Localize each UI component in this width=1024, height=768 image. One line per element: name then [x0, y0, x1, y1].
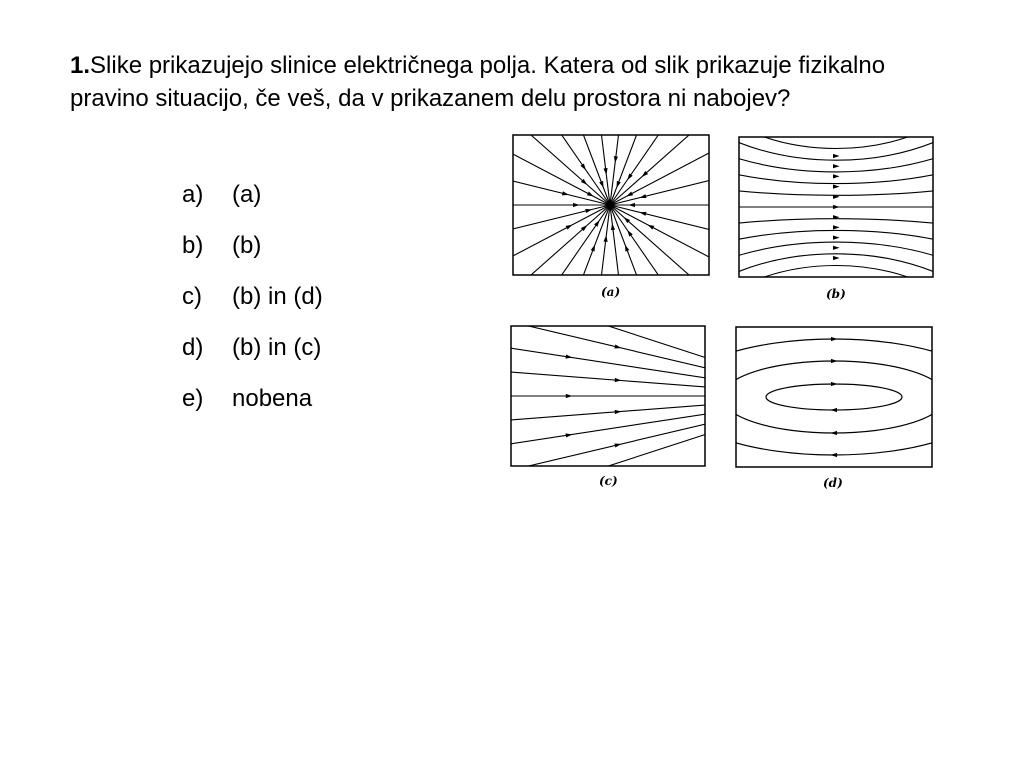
- field-arrow: [585, 209, 592, 213]
- field-line: [510, 348, 706, 378]
- answer-text: nobena: [232, 385, 313, 412]
- field-arrow: [614, 443, 621, 447]
- field-line: [510, 372, 706, 387]
- field-arrow: [625, 245, 629, 252]
- field-line: [610, 134, 710, 205]
- field-line: [738, 136, 934, 149]
- answer-text: (b) in (c): [232, 334, 322, 361]
- answer-letter: c): [182, 283, 202, 310]
- answer-option: [182, 331, 323, 382]
- field-line: [512, 134, 610, 205]
- field-line: [766, 384, 902, 410]
- field-line: [539, 205, 610, 276]
- question-number: 1.: [70, 52, 91, 79]
- field-arrow: [566, 433, 573, 437]
- field-arrow: [833, 174, 840, 178]
- figure-d: [735, 326, 933, 468]
- answer-option: [182, 382, 323, 433]
- answer-letter: b): [182, 232, 204, 259]
- field-arrow: [833, 185, 840, 189]
- field-arrow: [831, 382, 838, 386]
- question-text: [70, 49, 950, 115]
- field-arrow: [833, 164, 840, 168]
- field-line: [738, 254, 934, 272]
- field-arrow: [831, 359, 838, 363]
- field-arrow: [611, 223, 615, 230]
- figure-c: [510, 325, 706, 467]
- field-arrow: [833, 205, 840, 209]
- figure-b: [738, 136, 934, 278]
- answer-list: [182, 178, 323, 433]
- field-arrow: [833, 154, 840, 158]
- field-arrow: [628, 203, 635, 207]
- field-lines: [735, 326, 933, 468]
- field-arrow: [830, 408, 837, 412]
- answer-option: [182, 229, 323, 280]
- field-arrow: [566, 225, 573, 230]
- field-line: [510, 414, 706, 444]
- field-arrow: [627, 173, 632, 180]
- field-line: [610, 205, 710, 276]
- question-body: Slike prikazujejo slinice električnega polja. Katera od slik prikazuje fizikalno pravino situacijo, če veš, da v prikazanem delu prostora ni nabojev?: [70, 52, 886, 112]
- field-line: [510, 424, 706, 467]
- field-line: [512, 134, 610, 205]
- field-line: [512, 134, 610, 205]
- field-arrow: [833, 225, 840, 229]
- field-arrow: [830, 453, 837, 457]
- field-line: [610, 205, 710, 276]
- field-line: [610, 205, 710, 276]
- field-arrow: [587, 192, 594, 197]
- field-arrow: [562, 191, 569, 195]
- field-line: [510, 325, 706, 368]
- answer-letter: e): [182, 385, 204, 412]
- field-line: [735, 326, 933, 468]
- field-line: [738, 219, 934, 224]
- field-diagram-a: [512, 134, 710, 276]
- field-arrow: [573, 203, 580, 207]
- field-arrow: [626, 192, 633, 197]
- answer-text: (a): [232, 181, 262, 208]
- answer-text: (b): [232, 232, 262, 259]
- field-diagram-b: [738, 136, 934, 278]
- field-line: [738, 266, 934, 279]
- answer-letter: d): [182, 334, 204, 361]
- field-diagram-c: [510, 325, 706, 467]
- field-arrow: [599, 181, 603, 188]
- figure-d-caption: (d): [823, 476, 843, 490]
- field-arrow: [648, 225, 655, 230]
- field-arrow: [833, 236, 840, 240]
- field-line: [539, 134, 610, 205]
- field-arrow: [831, 337, 838, 341]
- field-lines: [510, 325, 706, 467]
- field-arrow: [614, 156, 618, 163]
- figure-c-caption: (c): [599, 474, 618, 488]
- field-line: [610, 134, 710, 205]
- field-line: [738, 142, 934, 160]
- field-arrow: [614, 344, 621, 348]
- answer-text: (b) in (d): [232, 283, 323, 310]
- field-arrow: [833, 256, 840, 260]
- field-arrow: [580, 163, 585, 170]
- field-arrow: [833, 246, 840, 250]
- field-arrow: [640, 212, 647, 216]
- figure-a-caption: (a): [601, 285, 621, 299]
- field-arrow: [603, 235, 607, 242]
- figure-b-caption: (b): [826, 287, 846, 301]
- field-line: [738, 191, 934, 196]
- field-line: [510, 405, 706, 420]
- field-arrow: [627, 230, 632, 237]
- field-arrow: [603, 168, 607, 175]
- field-arrow: [617, 181, 621, 188]
- answer-option: [182, 178, 323, 229]
- field-line: [610, 134, 710, 205]
- field-line: [735, 361, 933, 433]
- field-line: [512, 205, 610, 276]
- figure-a: [512, 134, 710, 276]
- field-arrow: [640, 194, 647, 198]
- field-diagram-d: [735, 326, 933, 468]
- answer-option: [182, 280, 323, 331]
- field-line: [512, 205, 610, 276]
- field-arrow: [594, 220, 599, 227]
- field-arrow: [566, 354, 573, 358]
- field-line: [735, 339, 933, 455]
- answer-letter: a): [182, 181, 204, 208]
- field-arrow: [566, 394, 573, 398]
- field-arrow: [591, 245, 595, 252]
- field-lines: [512, 134, 710, 276]
- field-arrow: [830, 431, 837, 435]
- field-line: [512, 205, 610, 276]
